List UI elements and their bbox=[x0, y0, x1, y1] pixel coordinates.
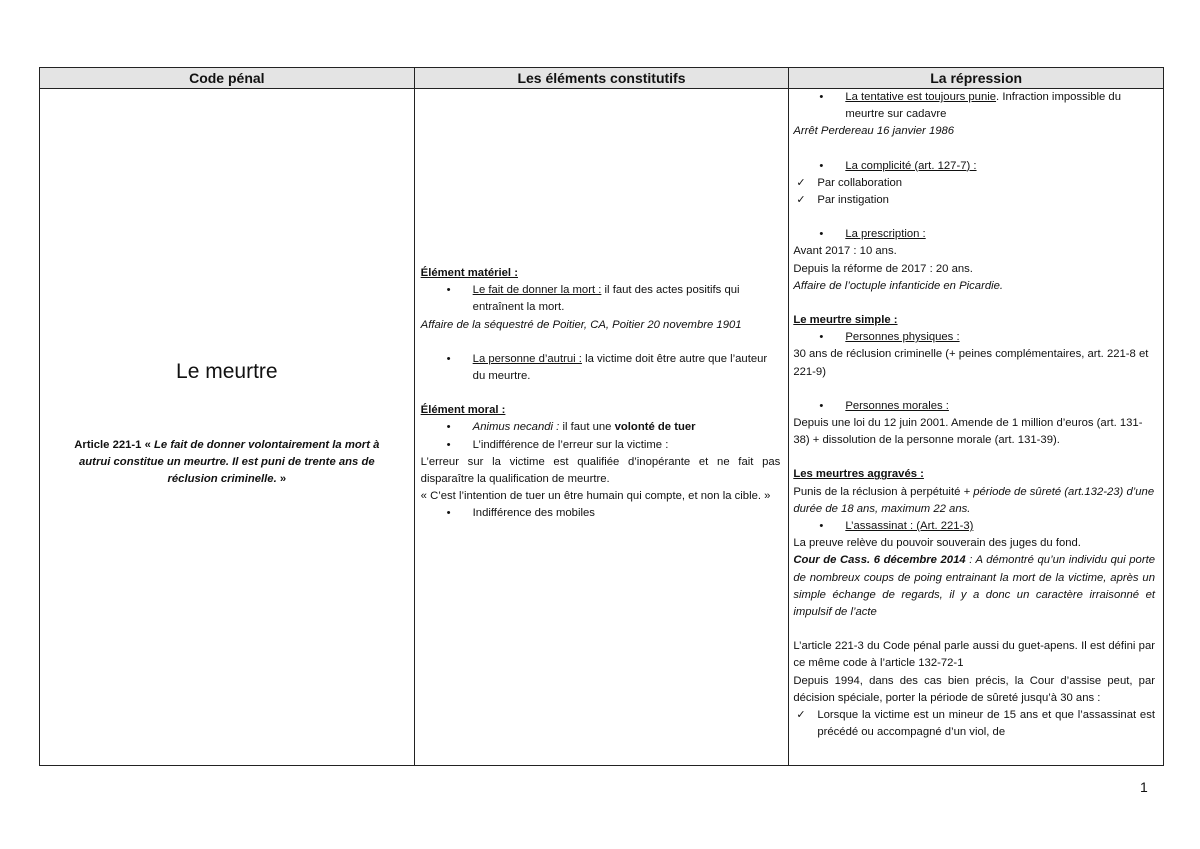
list-item: • La tentative est toujours punie. Infraction impossible du meurtre sur cadavre bbox=[793, 89, 1155, 123]
text-line: Depuis la réforme de 2017 : 20 ans. bbox=[793, 262, 973, 275]
repression-cell bbox=[789, 89, 1164, 766]
list-item: • Indifférence des mobiles bbox=[421, 505, 781, 522]
arret-perdereau: Arrêt Perdereau 16 janvier 1986 bbox=[793, 125, 955, 138]
list-item: • La prescription : bbox=[793, 226, 1155, 243]
list-item: • Personnes morales : bbox=[793, 398, 1155, 415]
list-item: • La personne d’autrui : la victime doit être autre que l’auteur du meurtre. bbox=[421, 351, 781, 385]
header-elements: Les éléments constitutifs bbox=[414, 68, 789, 89]
elements-cell bbox=[414, 89, 789, 766]
list-item: • L’indifférence de l’erreur sur la victime : bbox=[421, 437, 781, 454]
document-table bbox=[39, 67, 1164, 766]
list-item: • Le fait de donner la mort : il faut des actes positifs qui entraînent la mort. bbox=[421, 282, 781, 316]
check-item: ✓ Par collaboration bbox=[793, 175, 1155, 192]
page-number: 1 bbox=[1140, 779, 1148, 795]
meurtre-simple-heading: Le meurtre simple : bbox=[793, 314, 898, 327]
text-paragraph: Punis de la réclusion à perpétuité + période de sûreté (art.132-23) d’une durée de 18 ans, maximum 22 ans. bbox=[793, 485, 1155, 515]
section-title: Le meurtre bbox=[176, 360, 278, 383]
check-item: ✓ Par instigation bbox=[793, 192, 1155, 209]
list-item: • Animus necandi : il faut une volonté de tuer bbox=[421, 419, 781, 436]
meurtres-aggraves-heading: Les meurtres aggravés : bbox=[793, 468, 924, 481]
erreur-paragraph: L’erreur sur la victime est qualifiée d’inopérante et ne fait pas disparaître la qualification de meurtre. bbox=[420, 455, 781, 486]
cour-de-cassation: Cour de Cass. 6 décembre 2014 : A démontré qu’un individu qui porte de nombreux coups de poing entrainant la mort de la victime, après un simple échange de regards, il y a donc un caractère irraisonné et impulsif de l’acte bbox=[793, 554, 1155, 619]
affaire-sequestree: Affaire de la séquestré de Poitier, CA, Poitier 20 novembre 1901 bbox=[420, 318, 742, 331]
list-item: • L’assassinat : (Art. 221-3) bbox=[793, 518, 1155, 535]
element-moral-heading: Élément moral : bbox=[420, 404, 506, 417]
text-paragraph: 30 ans de réclusion criminelle (+ peines complémentaires, art. 221-8 et 221-9) bbox=[793, 348, 1149, 378]
header-code-penal: Code pénal bbox=[40, 68, 415, 89]
list-item: • Personnes physiques : bbox=[793, 329, 1155, 346]
text-paragraph: L’article 221-3 du Code pénal parle aussi du guet-apens. Il est défini par ce même code à l’article 132-72-1 bbox=[793, 640, 1155, 670]
element-materiel-heading: Élément matériel : bbox=[420, 267, 518, 279]
text-paragraph: Depuis 1994, dans des cas bien précis, la Cour d’assise peut, par décision spéciale, porter la période de sûreté jusqu’à 30 ans : bbox=[793, 674, 1155, 704]
code-penal-cell bbox=[40, 89, 415, 766]
article-221-1: Article 221-1 « Le fait de donner volontairement la mort à autrui constitue un meurtre. Il est puni de trente ans de réclusion criminelle. » bbox=[74, 439, 380, 485]
list-item: • La complicité (art. 127-7) : bbox=[793, 158, 1155, 175]
check-item: ✓ Lorsque la victime est un mineur de 15 ans et que l’assassinat est précédé ou accompagné d’un viol, de bbox=[793, 707, 1155, 741]
text-paragraph: Depuis une loi du 12 juin 2001. Amende de 1 million d’euros (art. 131-38) + dissolution de la personne morale (art. 131-39). bbox=[793, 417, 1143, 447]
affaire-octuple: Affaire de l’octuple infanticide en Picardie. bbox=[793, 279, 1004, 292]
text-line: La preuve relève du pouvoir souverain des juges du fond. bbox=[793, 537, 1081, 550]
quote: « C’est l’intention de tuer un être humain qui compte, et non la cible. » bbox=[420, 490, 771, 503]
header-repression: La répression bbox=[789, 68, 1164, 89]
text-line: Avant 2017 : 10 ans. bbox=[793, 245, 897, 258]
